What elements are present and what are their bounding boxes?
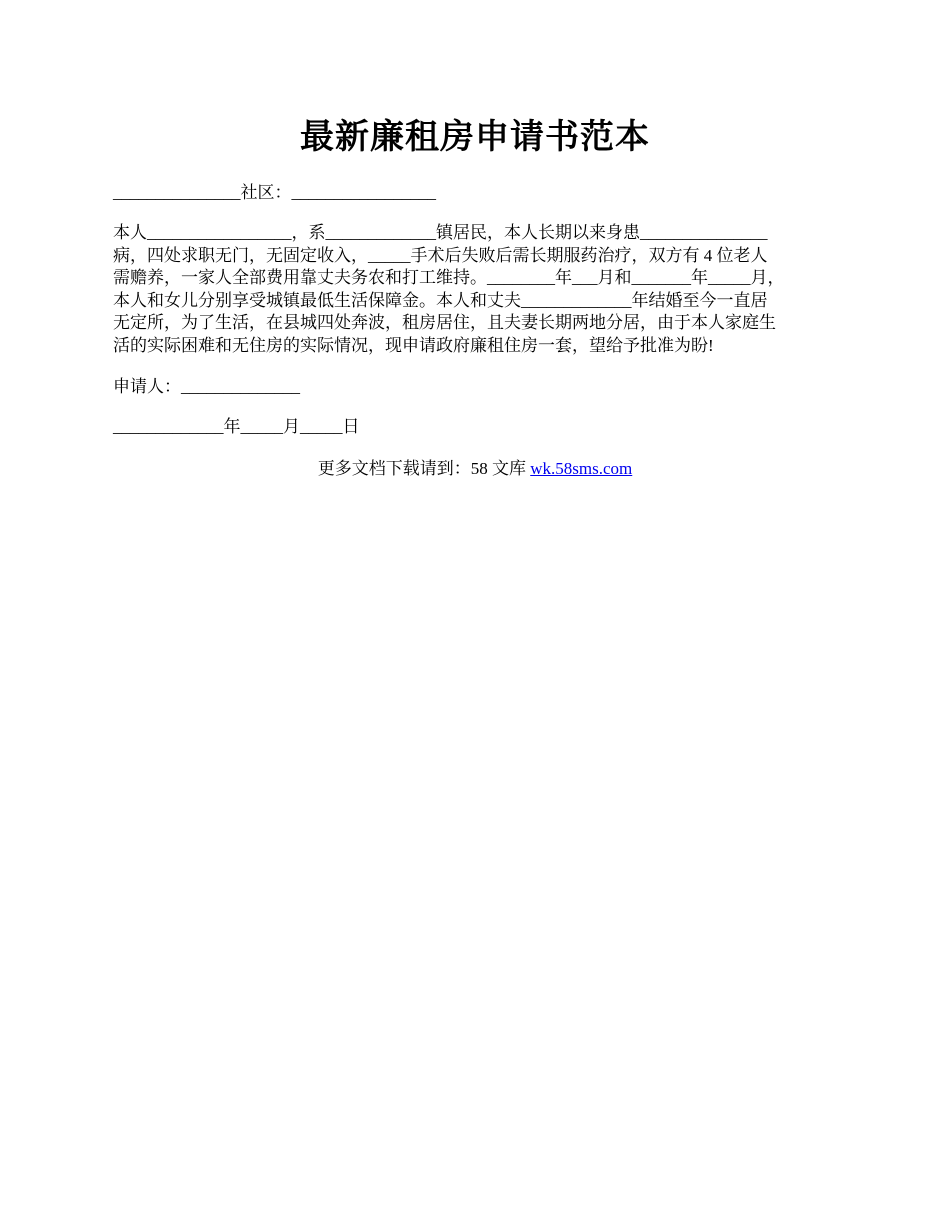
footer-note <box>0 458 950 480</box>
body-line: 无定所，为了生活，在县城四处奔波，租房居住，且夫妻长期两地分居，由于本人家庭生 <box>113 313 776 332</box>
applicant-signature-line: 申请人：______________ <box>113 377 300 396</box>
body-line: 病，四处求职无门，无固定收入，_____手术后失败后需长期服药治疗，双方有 4 位老人 <box>113 245 768 265</box>
body-line: 本人_________________，系_____________镇居民，本人长期以来身患_______________ <box>113 223 768 242</box>
community-line: _______________社区：_________________ <box>113 183 436 202</box>
body-line: 需赡养，一家人全部费用靠丈夫务农和打工维持。________年___月和_______年_____月， <box>113 268 785 287</box>
body-line: 本人和女儿分别享受城镇最低生活保障金。本人和丈夫_____________年结婚至今一直居 <box>113 290 768 310</box>
date-line: _____________年_____月_____日 <box>113 417 360 436</box>
footer-text: 更多文档下载请到：58 文库 <box>317 459 531 478</box>
footer-link[interactable]: wk.58sms.com <box>530 459 633 478</box>
body-line: 活的实际困难和无住房的实际情况，现申请政府廉租住房一套，望给予批准为盼! <box>113 335 714 355</box>
document-title: 最新廉租房申请书范本 <box>300 117 650 157</box>
application-body <box>113 222 843 357</box>
